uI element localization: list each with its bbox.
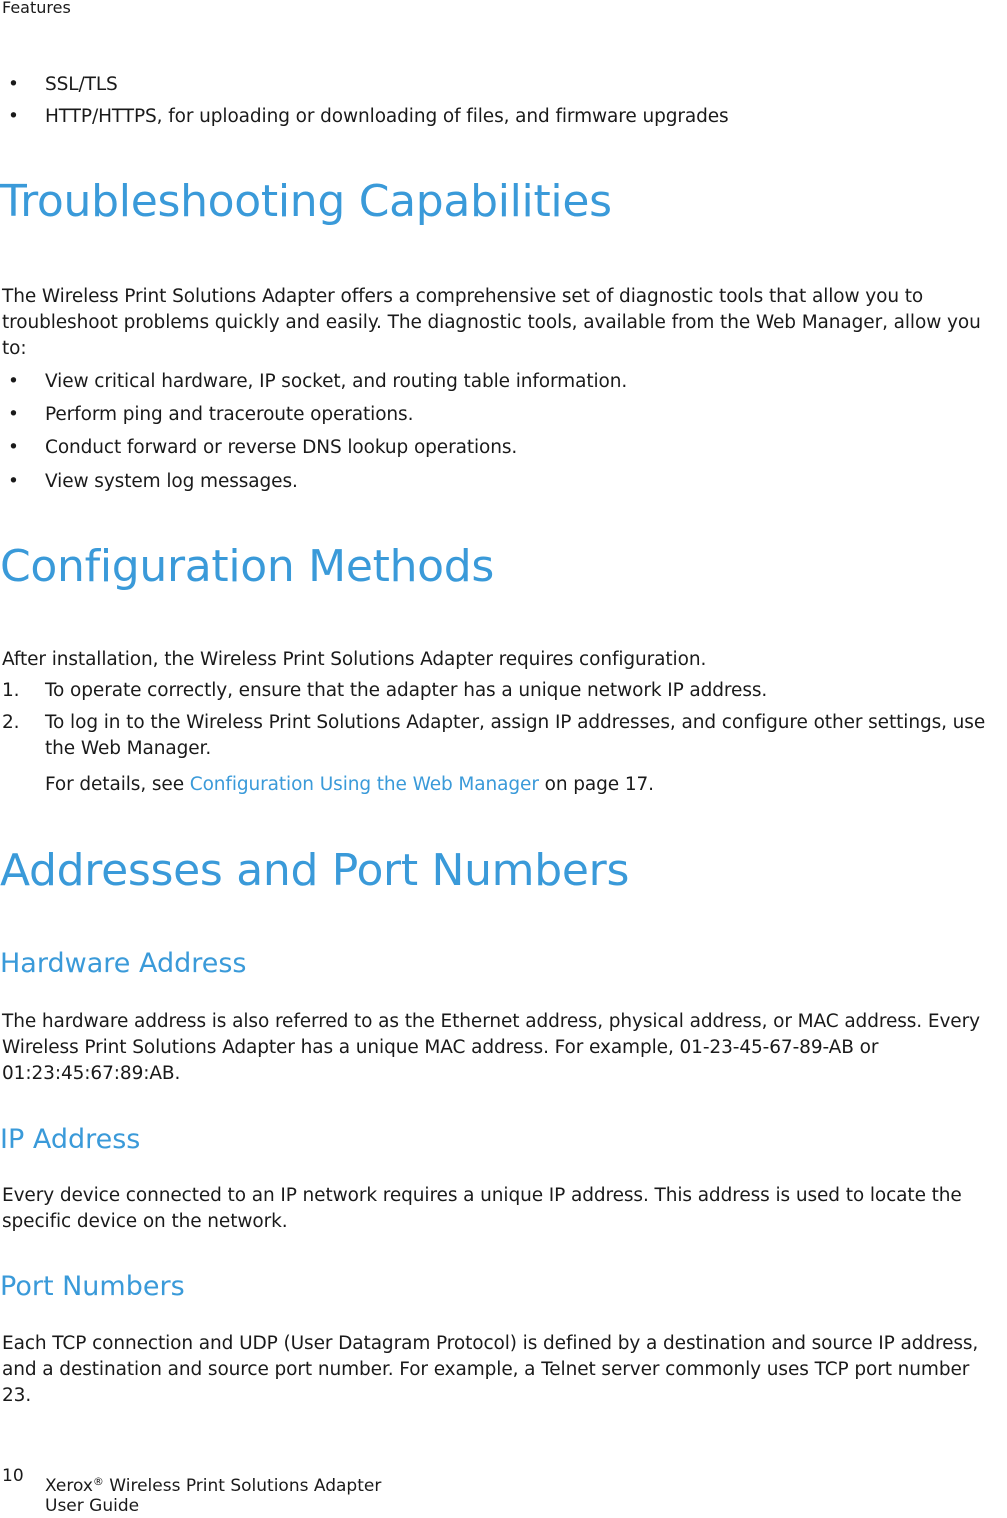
section-heading: Troubleshooting Capabilities (0, 176, 612, 227)
paragraph: After installation, the Wireless Print Solutions Adapter requires configuration. (2, 649, 707, 670)
page-number: 10 (2, 1466, 24, 1486)
configuration-web-manager-link[interactable]: Configuration Using the Web Manager (189, 774, 539, 795)
subsection-heading: Hardware Address (0, 948, 247, 979)
paragraph: Each TCP connection and UDP (User Datagram Protocol) is defined by a destination and source IP address, and a destination and source port number. For example, a Telnet server commonly uses TCP port number 23. (2, 1333, 979, 1406)
subsection-heading: Port Numbers (0, 1271, 185, 1302)
bullet-icon: • (8, 106, 19, 127)
section-heading: Addresses and Port Numbers (0, 845, 630, 896)
footer-doc-type: User Guide (45, 1496, 140, 1516)
paragraph: Every device connected to an IP network requires a unique IP address. This address is used to locate the specific device on the network. (2, 1185, 962, 1232)
bullet-icon: • (8, 74, 19, 95)
subsection-heading: IP Address (0, 1124, 141, 1155)
bullet-icon: • (8, 471, 19, 492)
details-note: For details, see Configuration Using the Web Manager on page 17. (45, 774, 654, 795)
paragraph: The hardware address is also referred to as the Ethernet address, physical address, or MAC address. Every Wireless Print Solutions Adapter has a unique MAC address. For example, 01-23-45-67-89-AB or 01:23:45:67:89:AB. (2, 1011, 980, 1084)
running-header: Features (2, 0, 71, 17)
bullet-icon: • (8, 437, 19, 458)
bullet-icon: • (8, 404, 19, 425)
paragraph: The Wireless Print Solutions Adapter offers a comprehensive set of diagnostic tools that allow you to troubleshoot problems quickly and easily. The diagnostic tools, available from the Web Manager, allow you to: (2, 286, 981, 359)
footer-title: Xerox® Wireless Print Solutions Adapter (45, 1475, 382, 1496)
section-heading: Configuration Methods (0, 541, 495, 592)
bullet-icon: • (8, 371, 19, 392)
